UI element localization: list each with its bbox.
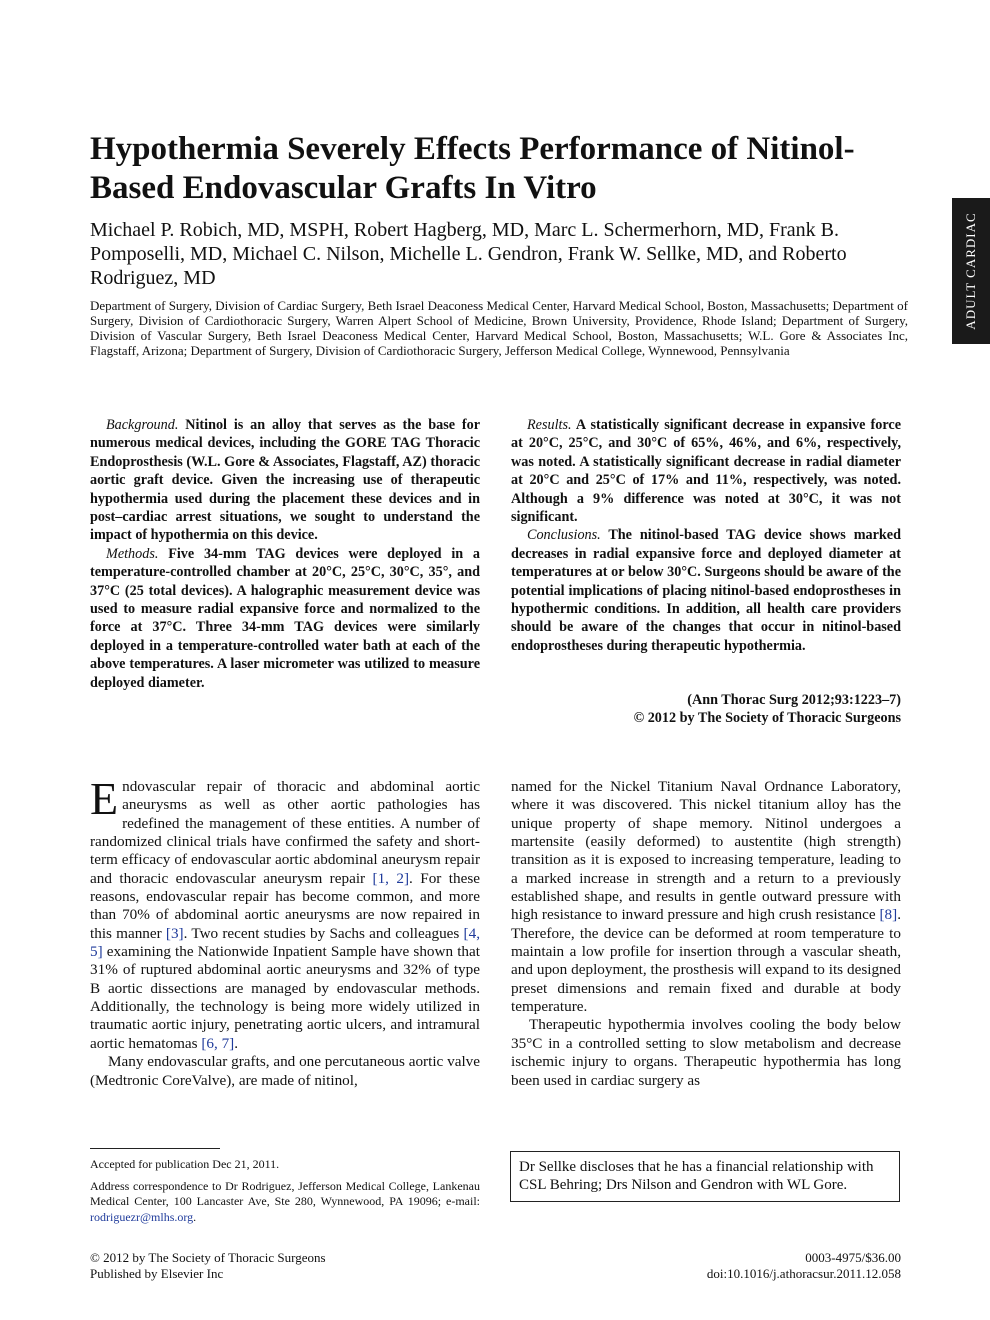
footnote-divider bbox=[90, 1148, 220, 1149]
methods-text: Five 34-mm TAG devices were deployed in a temperature-controlled chamber at 20°C, 25°C, 30°C, 35°, and 37°C (25 total devices). A halographic measurement device was used to measure radial expansive force and normalized to the force at 37°C. Three 34-mm TAG devices were similarly deployed in a temperature-controlled water bath at each of the above temperatures. A laser micrometer was utilized to measure deployed diameter. bbox=[90, 545, 480, 691]
footer-left bbox=[90, 1250, 480, 1282]
disclosure-box: Dr Sellke discloses that he has a financial relationship with CSL Behring; Drs Nilson and Gendron with WL Gore. bbox=[510, 1151, 900, 1202]
author-list: Michael P. Robich, MD, MSPH, Robert Hagberg, MD, Marc L. Schermerhorn, MD, Frank B. Pomposelli, MD, Michael C. Nilson, Michelle L. Gendron, Frank W. Sellke, MD, and Roberto Rodriguez, MD bbox=[90, 219, 847, 289]
abstract-left-column bbox=[90, 416, 480, 692]
citation-copyright: © 2012 by The Society of Thoracic Surgeons bbox=[633, 710, 901, 727]
results-text: A statistically significant decrease in expansive force at 20°C, 25°C, and 30°C of 65%, 46%, and 6%, respectively, was noted. A statistically significant decrease in radial diameter at 20°C and 25°C of 17% and 11%, respectively, was noted. Although a 9% difference was noted at 30°C, it was not significant. bbox=[511, 417, 901, 526]
address-text: Address correspondence to Dr Rodriguez, Jefferson Medical College, Lankenau Medical Center, 100 Lancaster Ave, Ste 280, Wynnewood, PA 19096; e-mail: bbox=[90, 1178, 480, 1208]
citation-block bbox=[511, 691, 901, 728]
reference-link[interactable]: [4, 5] bbox=[90, 924, 480, 961]
body-left-column bbox=[90, 773, 480, 1090]
email-link[interactable]: rodriguezr@mlhs.org bbox=[90, 1209, 194, 1224]
drop-cap: E bbox=[90, 773, 119, 824]
body-text: . For these reasons, endovascular repair has become common, and more than 70% of abdominal aortic aneurysms are now repaired in this manner bbox=[90, 869, 480, 942]
footnotes bbox=[90, 1157, 480, 1231]
footer-issn: 0003-4975/$36.00 bbox=[805, 1250, 901, 1265]
body-text: . Therefore, the device can be deformed at room temperature to maintain a low profile for insertion through a vascular sheath, and upon deployment, the prosthesis will expand to its designed preset dimensions and remain fixed and durable at body temperature. bbox=[511, 906, 901, 1016]
footer-publisher: Published by Elsevier Inc bbox=[90, 1266, 224, 1281]
address-end: . bbox=[193, 1209, 197, 1224]
background-label: Background. bbox=[106, 417, 179, 433]
body-text: . Two recent studies by Sachs and colleagues bbox=[183, 924, 464, 942]
body-text: ndovascular repair of thoracic and abdominal aortic aneurysms as well as other aortic pathologies has redefined the management of these entities. A number of randomized clinical trials have confirmed the safety and short-term efficacy of endovascular aortic abdominal aneurysm repair and thoracic endovascular aneurysm repair bbox=[90, 778, 480, 887]
body-text: named for the Nickel Titanium Naval Ordnance Laboratory, where it was discovered. This nickel titanium alloy has the unique property of shape memory. Nitinol undergoes a martensite (easily deformed) to austentite (high strength) transition as it is exposed to increasing temperature, leading to a marked increase in strength and a return to a previously established shape, and results in gentle outward pressure with high resistance to inward pressure and high crush resistance bbox=[511, 778, 901, 924]
footer-right bbox=[511, 1250, 901, 1282]
abstract-results bbox=[511, 416, 901, 526]
footer-copyright: © 2012 by The Society of Thoracic Surgeons bbox=[90, 1250, 326, 1265]
section-tab-label: ADULT CARDIAC bbox=[963, 212, 978, 330]
reference-link[interactable]: [8] bbox=[879, 906, 898, 924]
affiliations: Department of Surgery, Division of Cardiac Surgery, Beth Israel Deaconess Medical Center, Harvard Medical School, Boston, Massachusetts; Department of Surgery, Division of Cardiothoracic Surgery, Warren Alpert School of Medicine, Brown University, Providence, Rhode Island; Department of Surgery, Division of Vascular Surgery, Beth Israel Deaconess Medical Center, Harvard Medical School, Boston, Massachusetts; W.L. Gore & Associates Inc, Flagstaff, Arizona; Department of Surgery, Division of Cardiothoracic Surgery, Jefferson Medical College, Wynnewood, Pennsylvania bbox=[90, 298, 908, 358]
body-paragraph-1 bbox=[90, 773, 480, 1053]
body-paragraph-2: Many endovascular grafts, and one percutaneous aortic valve (Medtronic CoreValve), are made of nitinol, bbox=[90, 1053, 480, 1089]
body-text: examining the Nationwide Inpatient Sample have shown that 31% of ruptured abdominal aortic aneurysms and 32% of type B aortic dissections are managed by endovascular methods. Additionally, the technology is being more widely utilized in traumatic aortic injury, penetrating aortic ulcers, and intramural aortic hematomas bbox=[90, 943, 480, 1052]
background-text: Nitinol is an alloy that serves as the base for numerous medical devices, including the GORE TAG Thoracic Endoprosthesis (W.L. Gore & Associates, Flagstaff, AZ) thoracic aortic graft device. Given the increasing use of therapeutic hypothermia used during the placement these devices and in post–cardiac arrest situations, we sought to understand the impact of hypothermia on this device. bbox=[90, 417, 480, 544]
conclusions-text: The nitinol-based TAG device shows marked decreases in radial expansive force and deployed diameter at temperatures at or below 30°C. Surgeons should be aware of the potential implications of placing nitinol-based endoprostheses in hypothermic conditions. In addition, all health care providers should be aware of the changes that occur in nitinol-based endoprostheses during therapeutic hypothermia. bbox=[511, 527, 901, 654]
abstract-background bbox=[90, 416, 480, 545]
body-paragraph-3 bbox=[511, 778, 901, 1016]
abstract-methods bbox=[90, 545, 480, 692]
results-label: Results. bbox=[527, 417, 572, 433]
accepted-date: Accepted for publication Dec 21, 2011. bbox=[90, 1157, 280, 1171]
correspondence-address bbox=[90, 1179, 480, 1226]
methods-label: Methods. bbox=[106, 545, 159, 562]
section-tab bbox=[952, 198, 990, 344]
reference-link[interactable]: [1, 2] bbox=[372, 869, 410, 887]
body-text: . bbox=[234, 1034, 239, 1052]
abstract-conclusions bbox=[511, 526, 901, 655]
article-title: Hypothermia Severely Effects Performance of Nitinol-Based Endovascular Grafts In Vitro bbox=[90, 131, 855, 206]
body-paragraph-4: Therapeutic hypothermia involves cooling the body below 35°C in a controlled setting to slow metabolism and decrease ischemic injury to organs. Therapeutic hypothermia has long been used in cardiac surgery as bbox=[511, 1016, 901, 1089]
abstract-right-column bbox=[511, 416, 901, 655]
conclusions-label: Conclusions. bbox=[527, 527, 601, 544]
journal-citation: (Ann Thorac Surg 2012;93:1223–7) bbox=[687, 692, 901, 708]
footer-doi: doi:10.1016/j.athoracsur.2011.12.058 bbox=[706, 1266, 901, 1281]
body-right-column bbox=[511, 778, 901, 1090]
reference-link[interactable]: [3] bbox=[165, 924, 184, 942]
reference-link[interactable]: [6, 7] bbox=[201, 1034, 235, 1052]
